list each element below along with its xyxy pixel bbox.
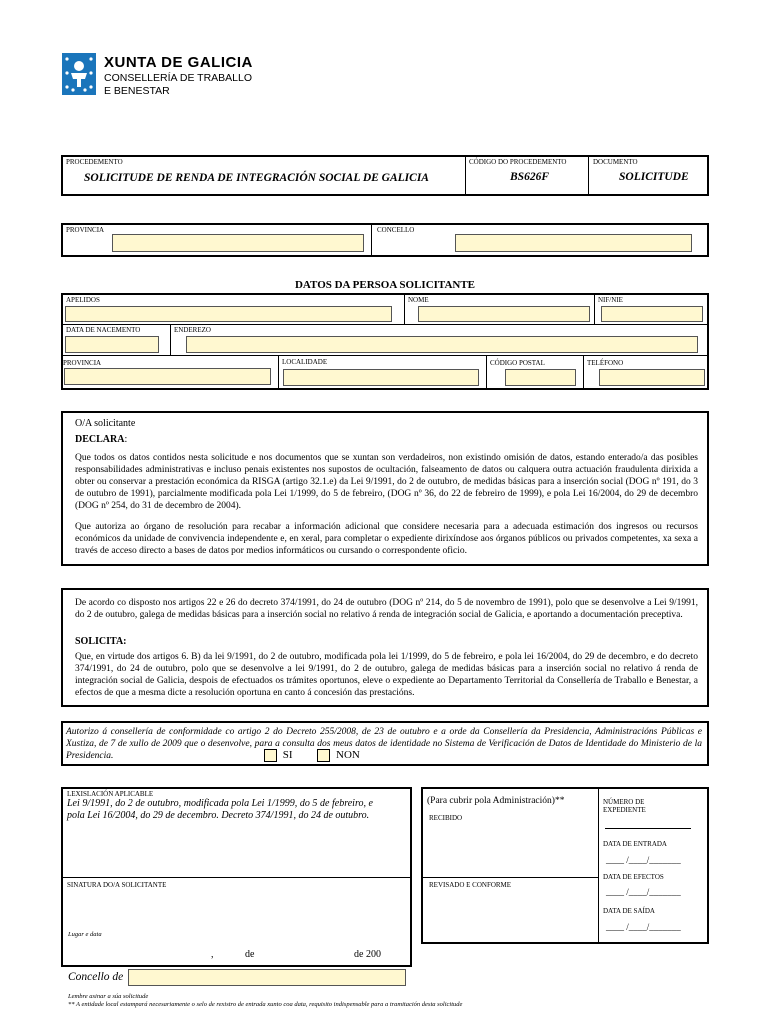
authorization-text — [66, 726, 702, 762]
expediente-line[interactable] — [605, 828, 691, 829]
org-name: XUNTA DE GALICIA — [104, 54, 253, 71]
authorization-options — [264, 749, 360, 762]
nif-field[interactable] — [601, 306, 703, 322]
sig-de1: de — [245, 949, 255, 960]
si-checkbox[interactable] — [264, 749, 277, 762]
efectos-label: DATA DE EFECTOS — [603, 873, 664, 881]
request-p1: De acordo co disposto nos artigos 22 e 26 do decreto 374/1991, do 24 de outubro (DOG nº 214, do 5 de novembro de 1991), polo que se desenvolve a Lei 9/1991, do 2 de outubro, galega de medidas básicas para a inserción social no relativo á renda de integración social de Galicia, e aportando a documentación preceptiva. — [75, 598, 698, 620]
si-label: SI — [282, 749, 293, 762]
efectos-value[interactable]: ____ /____/_______ — [606, 887, 681, 897]
enderezo-label: ENDEREZO — [174, 326, 211, 334]
codigo-value: BS626F — [510, 171, 549, 183]
xunta-logo — [62, 53, 96, 95]
declara-colon: : — [124, 434, 128, 445]
legislation-text: Lei 9/1991, do 2 de outubro, modificada pola Lei 1/1999, do 5 de febreiro, e pola Lei 16/2004, do 29 de decembro. Decreto 374/1991, do 24 de outubro. — [67, 798, 373, 821]
provincia-field[interactable] — [112, 234, 364, 252]
nome-label: NOME — [408, 296, 429, 304]
declaration-p2: Que autoriza ao órgano de resolución para recabar a información adicional que considere necesaria para a adecuada estimación dos ingresos ou recursos económicos da unidade de convivencia independente e, en xeral, para completar o expediente dirixíndose aos órganos públicos ou privados competentes, xa sexa a través de acceso directo a bases de datos por medios informáticos ou cursando o correspondente oficio. — [75, 522, 698, 556]
procedure-title: SOLICITUDE DE RENDA DE INTEGRACIÓN SOCIAL DE GALICIA — [84, 172, 429, 184]
declaration-intro: O/A solicitante — [75, 418, 136, 429]
authorization-body: Autorizo á consellería de conformidade co artigo 2 do Decreto 255/2008, de 23 de outubro e a orde da Consellería da Presidencia, Administracións Públicas e Xustiza, de 7 de xullo de 2009 que o desenvolve, para a consulta dos meus datos de identidade no Sistema de Verificación de Datos de Identidade do Ministerio de la Presidencia. — [66, 727, 702, 761]
saida-value[interactable]: ____ /____/_______ — [606, 922, 681, 932]
apelidos-field[interactable] — [65, 306, 392, 322]
nome-field[interactable] — [418, 306, 590, 322]
documento-value: SOLICITUDE — [619, 171, 689, 183]
provincia2-label: PROVINCIA — [63, 359, 102, 367]
saida-label: DATA DE SAÍDA — [603, 907, 655, 915]
legislation-label: LEXISLACIÓN APLICABLE — [67, 790, 154, 798]
telefono-field[interactable] — [599, 369, 705, 386]
admin-header: (Para cubrir pola Administración)** — [427, 796, 565, 806]
nacemento-label: DATA DE NACEMENTO — [66, 326, 141, 334]
cp-field[interactable] — [505, 369, 576, 386]
concello-footer-label: Concello de — [68, 971, 124, 983]
signature-label: SINATURA DO/A SOLICITANTE — [67, 881, 167, 889]
sig-de2: de 200 — [354, 949, 381, 960]
concello-label: CONCELLO — [377, 226, 415, 234]
enderezo-field[interactable] — [186, 336, 698, 353]
request-p2: Que, en virtude dos artigos 6. B) da lei 9/1991, do 2 de outubro, modificada pola lei 1/1999, do 5 de febreiro, e pola lei 16/2004, do 29 de decembro, e do decreto 374/1991, do 24 de outubro, polo que se desenvolve a lei 9/1991, do 2 de outubro, galega de medidas básicas para a inserción social no relativo á renda de integración social de Galicia, despois de efectuados os trámites oportunos, eleve o expediente ao Departamento Territorial da Consellería de Traballo e Benestar, a efectos de que a mesma dicte a resolución oportuna en canto á concesión das prestacións. — [75, 652, 698, 698]
provincia-label: PROVINCIA — [66, 226, 105, 234]
entrada-value[interactable]: ____ /____/_______ — [606, 855, 681, 865]
revisado-label: REVISADO E CONFORME — [429, 881, 512, 889]
concello-footer-field[interactable] — [128, 969, 406, 986]
concello-field[interactable] — [455, 234, 692, 252]
codigo-label: CÓDIGO DO PROCEDEMENTO — [469, 158, 567, 166]
entrada-label: DATA DE ENTRADA — [603, 840, 667, 848]
dept-line1: CONSELLERÍA DE TRABALLO — [104, 72, 253, 84]
procedemento-label: PROCEDEMENTO — [66, 158, 123, 166]
applicant-section-title: DATOS DA PERSOA SOLICITANTE — [294, 279, 476, 291]
sig-comma: , — [211, 949, 214, 960]
recibido-label: RECIBIDO — [429, 814, 463, 822]
provincia2-field[interactable] — [64, 368, 271, 385]
apelidos-label: APELIDOS — [66, 296, 100, 304]
cp-label: CÓDIGO POSTAL — [490, 359, 545, 367]
footer-note2: ** A entidade local estampará necesariamente o selo de rexistro de entrada xunto coa data, requisito indispensable para a tramitación desta solicitude — [68, 1001, 463, 1008]
declaration-heading — [75, 434, 127, 445]
nif-label: NIF/NIE — [598, 296, 623, 304]
admin-box — [421, 787, 709, 944]
place-date-label: Lugar e data — [68, 931, 102, 938]
dept-line2: E BENESTAR — [104, 85, 170, 97]
declara-word: DECLARA — [75, 434, 125, 445]
documento-label: DOCUMENTO — [593, 158, 638, 166]
declaration-p1: Que todos os datos contidos nesta solicitude e nos documentos que se xuntan son verdadeiros, non existindo omisión de datos, estando enterado/a das posibles responsabilidades administrativas e incluso penais existentes nos supostos de ocultación, falseamento de datos ou calquera outra actuación fraudulenta dirixida a obter ou conservar a prestación económica da RISGA (artigo 32.1.e) da Lei 9/1991, do 2 de outubro, de medidas básicas para a inserción social (DOG nº 191, do 3 de outubro de 1991), parcialmente modificada pola Lei 1/1999, do 5 de febreiro, (DOG nº 36, do 22 de febreiro de 1999), e pola Lei 16/2004, do 29 de decembro (DOG nº 254, do 31 de decembro de 2004). — [75, 453, 698, 511]
localidade-field[interactable] — [283, 369, 479, 386]
nacemento-field[interactable] — [65, 336, 159, 353]
localidade-label: LOCALIDADE — [282, 358, 328, 366]
expediente-label: NÚMERO DE EXPEDIENTE — [603, 798, 646, 814]
request-heading: SOLICITA: — [75, 636, 127, 647]
non-label: NON — [336, 749, 360, 762]
footer-note1: Lembre asinar a súa solicitude — [68, 993, 149, 1000]
non-checkbox[interactable] — [317, 749, 330, 762]
xunta-shield-icon — [62, 53, 96, 95]
telefono-label: TELÉFONO — [587, 359, 624, 367]
